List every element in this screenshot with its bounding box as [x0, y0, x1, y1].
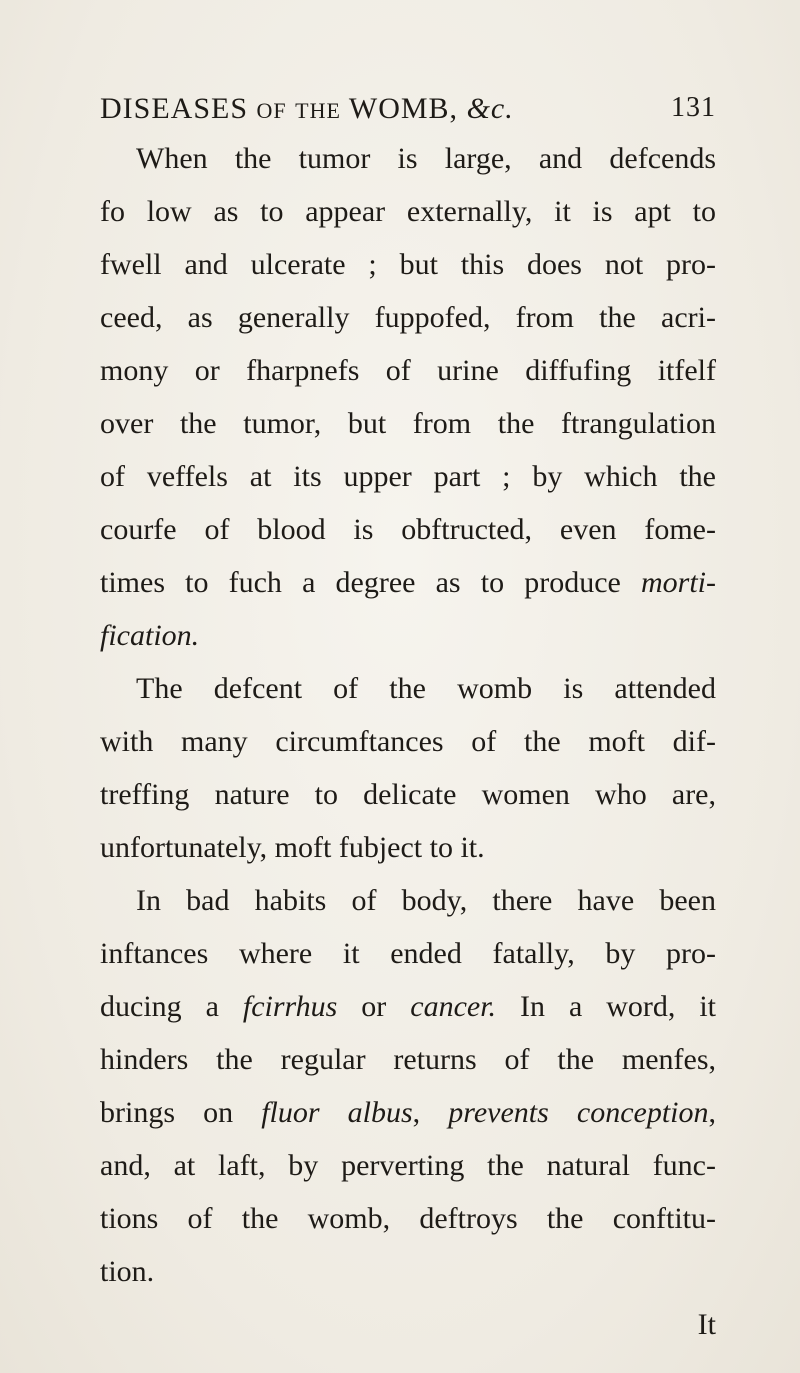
italic-span: fluor albus — [261, 1096, 413, 1129]
text-line: unfortunately, moft fubject to it. — [100, 831, 485, 864]
text-line — [100, 556, 716, 609]
text-span: In a word, it — [496, 990, 716, 1023]
text-line: ceed, as generally fuppofed, from the acri- — [100, 301, 716, 334]
text-line: with many circumftances of the moft dif- — [100, 725, 716, 758]
text-line — [100, 609, 716, 662]
text-line: tion. — [100, 1255, 155, 1288]
text-span: , — [708, 1096, 717, 1129]
running-head-word: DISEASES — [100, 92, 249, 125]
text-span: , — [412, 1096, 449, 1129]
body-text — [100, 132, 716, 1351]
text-span: brings on — [100, 1096, 262, 1129]
text-line: over the tumor, but from the ftrangulation — [100, 407, 716, 440]
text-span: times to fuch a degree as to produce — [100, 566, 641, 599]
italic-span: cancer. — [410, 990, 497, 1023]
italic-span: fcirrhus — [242, 990, 338, 1023]
text-line — [100, 1086, 716, 1139]
text-span: ducing a — [100, 990, 243, 1023]
text-line: of veffels at its upper part ; by which the — [100, 460, 716, 493]
text-line: hinders the regular returns of the menfes, — [100, 1043, 716, 1076]
text-line: tions of the womb, deftroys the conftitu- — [100, 1202, 716, 1235]
text-line: treffing nature to delicate women who are, — [100, 778, 716, 811]
catchword: It — [697, 1308, 716, 1341]
running-head-word: THE — [295, 98, 341, 123]
running-head-title — [100, 92, 514, 126]
text-line: courfe of blood is obftructed, even fome- — [100, 513, 716, 546]
text-line: The defcent of the womb is attended — [136, 672, 716, 705]
italic-span: morti- — [641, 566, 716, 599]
italic-span: fication. — [100, 619, 200, 652]
page-number: 131 — [671, 92, 716, 123]
running-head-word: WOMB, — [348, 92, 459, 125]
text-line: and, at laft, by perverting the natural func- — [100, 1149, 716, 1182]
running-head — [100, 92, 716, 132]
text-line: mony or fharpnefs of urine diffufing itfelf — [100, 354, 716, 387]
running-head-word: OF — [256, 98, 287, 123]
text-span: or — [337, 990, 411, 1023]
text-line: fwell and ulcerate ; but this does not pro- — [100, 248, 716, 281]
text-line: inftances where it ended fatally, by pro- — [100, 937, 716, 970]
italic-span: prevents conception — [448, 1096, 709, 1129]
text-line — [100, 980, 716, 1033]
text-line: In bad habits of body, there have been — [136, 884, 716, 917]
text-line: fo low as to appear externally, it is apt to — [100, 195, 716, 228]
text-line: When the tumor is large, and defcends — [136, 142, 716, 175]
running-head-etc: &c. — [466, 92, 514, 125]
